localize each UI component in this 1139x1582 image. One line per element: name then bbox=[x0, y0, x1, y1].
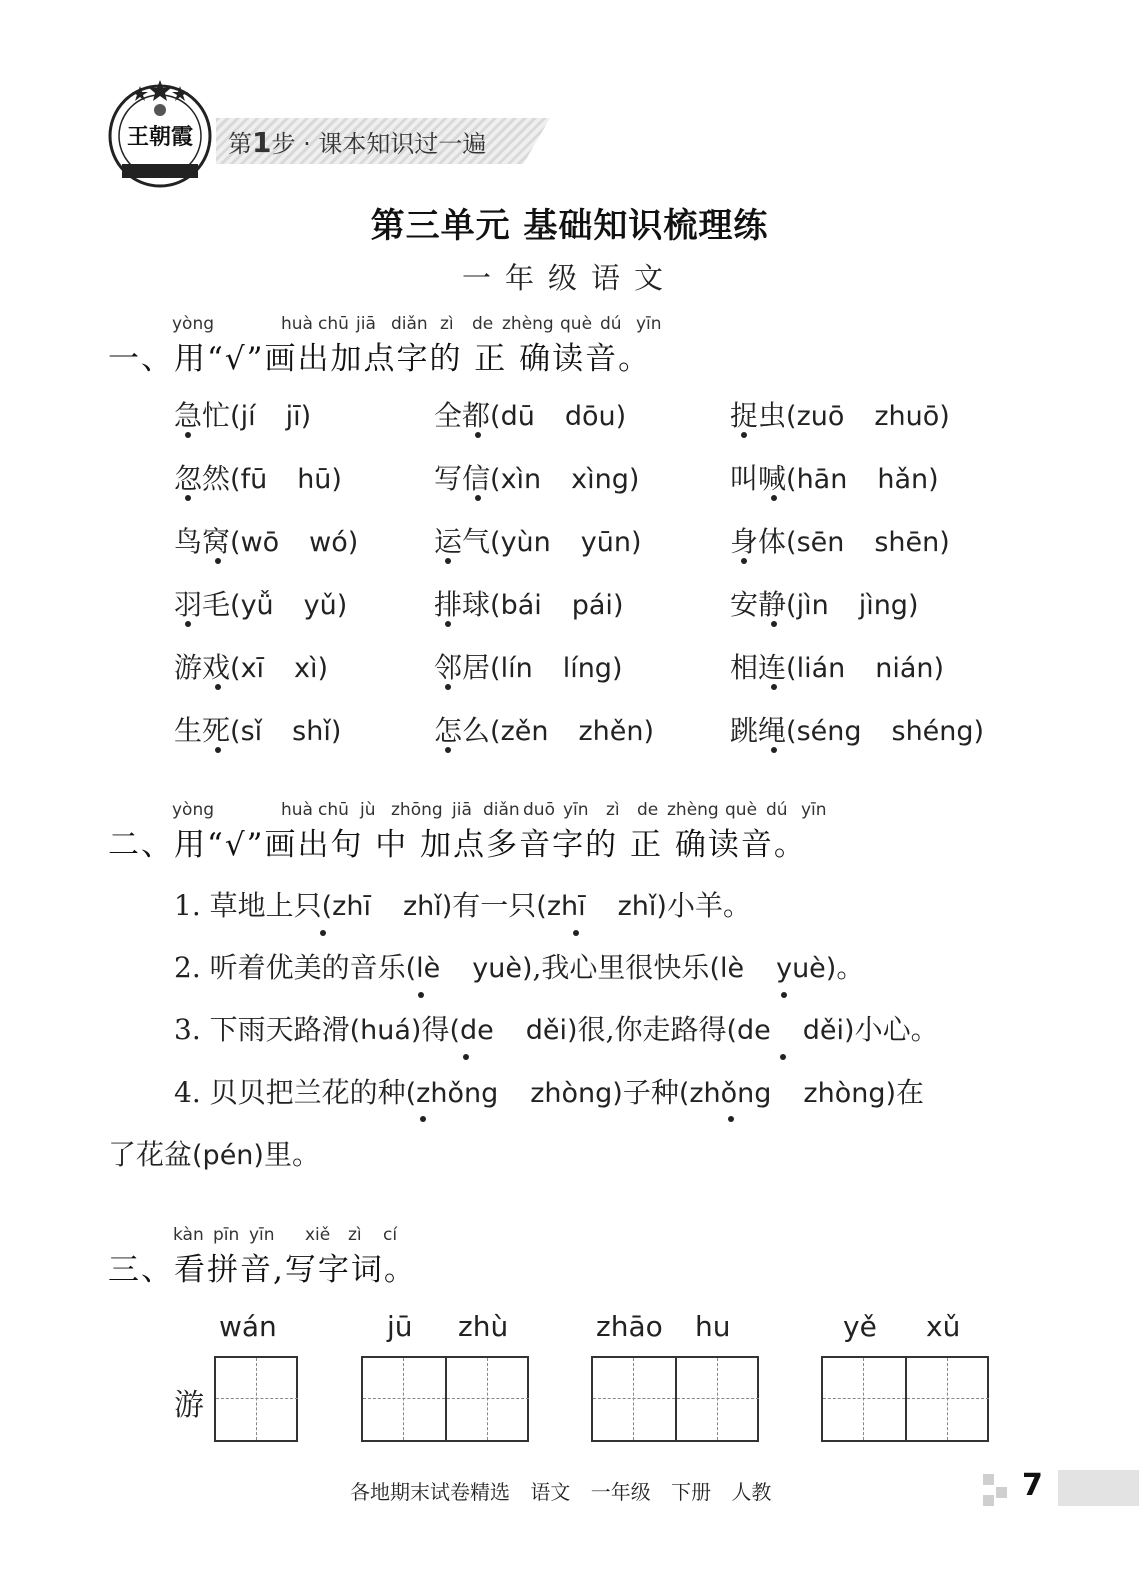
q1-item-option-1[interactable]: fū bbox=[240, 464, 268, 495]
q1-item-option-1[interactable]: xī bbox=[240, 653, 265, 684]
logo-text: 王朝霞 bbox=[126, 124, 194, 150]
emphasis-dot bbox=[445, 747, 451, 753]
q2-heading: 二、用“√”画出句 中 加点多音字的 正 确读音。 bbox=[108, 827, 807, 863]
q1-item bbox=[434, 520, 642, 560]
q1-pinyin-5: zì bbox=[440, 314, 454, 334]
q1-item-option-2[interactable]: yūn bbox=[580, 527, 631, 558]
q1-item-option-1[interactable]: jìn bbox=[796, 590, 829, 621]
footer-decoration bbox=[983, 1474, 994, 1485]
q1-pinyin-0: yòng bbox=[172, 314, 215, 334]
s1-opt-1[interactable]: (zhī bbox=[321, 891, 371, 922]
q1-item-option-1[interactable]: yǚ bbox=[240, 590, 274, 621]
paren-close: ) bbox=[611, 653, 623, 684]
q1-item-option-1[interactable]: bái bbox=[500, 590, 542, 621]
q3-pinyin-1: pīn bbox=[213, 1225, 240, 1245]
q2-pinyin-9: zì bbox=[606, 800, 620, 820]
q2-pinyin-14: yīn bbox=[801, 800, 827, 820]
q1-item-option-1[interactable]: xìn bbox=[500, 464, 542, 495]
q1-item-word: 生死 bbox=[174, 714, 231, 747]
q1-item-option-1[interactable]: wō bbox=[240, 527, 280, 558]
s3-text-g: 小心。 bbox=[854, 1013, 939, 1046]
q3-group-2-pinyin-2: zhù bbox=[458, 1310, 509, 1343]
q1-item-option-1[interactable]: jí bbox=[240, 401, 256, 432]
q1-item bbox=[730, 520, 950, 560]
q1-item-option-1[interactable]: dū bbox=[500, 401, 535, 432]
q2-pinyin-6: diǎn bbox=[483, 800, 520, 820]
q3-pinyin-0: kàn bbox=[173, 1225, 204, 1245]
tianzige-cell[interactable] bbox=[216, 1358, 298, 1440]
q2-pinyin-13: dú bbox=[766, 800, 788, 820]
step-prefix: 第 bbox=[228, 130, 252, 158]
s4b-hint: (pén) bbox=[192, 1140, 264, 1171]
emphasis-dot bbox=[463, 1054, 469, 1060]
q2-sentence-1 bbox=[174, 884, 751, 924]
q1-item-option-1[interactable]: hān bbox=[796, 464, 848, 495]
paren-open: ( bbox=[786, 653, 797, 684]
q1-item-option-2[interactable]: xì bbox=[294, 653, 318, 684]
s2-text-d: ,我心里很快乐 bbox=[532, 951, 710, 984]
paren-open: ( bbox=[490, 653, 501, 684]
s3-hint: (huá) bbox=[349, 1015, 422, 1046]
tianzige-cell[interactable] bbox=[675, 1358, 759, 1440]
paren-open: ( bbox=[490, 401, 501, 432]
s3-text-d: 很,你走路得 bbox=[577, 1013, 727, 1046]
paren-open: ( bbox=[786, 527, 797, 558]
paren-open: ( bbox=[490, 464, 501, 495]
paren-open: ( bbox=[786, 590, 797, 621]
q3-pinyin-4: zì bbox=[348, 1225, 362, 1245]
q2-pinyin-0: yòng bbox=[172, 800, 215, 820]
q1-item bbox=[434, 646, 623, 686]
q1-pinyin-6: de bbox=[472, 314, 494, 334]
q1-item-word: 写信 bbox=[434, 462, 491, 495]
paren-close: ) bbox=[336, 590, 348, 621]
tianzige-cell[interactable] bbox=[363, 1358, 445, 1440]
q1-pinyin-8: què bbox=[560, 314, 593, 334]
q1-item-word: 身体 bbox=[730, 525, 787, 558]
paren-close: ) bbox=[928, 464, 939, 495]
s4-opt-4[interactable]: zhòng) bbox=[803, 1078, 897, 1109]
q1-item-option-2[interactable]: jìng bbox=[858, 590, 908, 621]
s1-text-a: 1. 草地上只 bbox=[174, 889, 322, 922]
q1-item-word: 排球 bbox=[434, 588, 491, 621]
step-number: 1 bbox=[252, 126, 272, 159]
q1-item-option-2[interactable]: dōu bbox=[564, 401, 616, 432]
q2-sentence-3 bbox=[174, 1008, 939, 1048]
q3-group-4-boxes bbox=[821, 1356, 989, 1442]
q1-item bbox=[174, 520, 358, 560]
s4-opt-2[interactable]: zhòng) bbox=[530, 1078, 623, 1109]
q1-item-option-1[interactable]: zuō bbox=[796, 401, 845, 432]
emphasis-dot bbox=[418, 992, 424, 998]
q1-item-option-1[interactable]: yùn bbox=[500, 527, 551, 558]
paren-close: ) bbox=[643, 716, 655, 747]
q1-item bbox=[434, 709, 654, 749]
s4b-text-c: 里。 bbox=[263, 1138, 320, 1171]
paren-open: ( bbox=[230, 653, 241, 684]
paren-close: ) bbox=[939, 527, 950, 558]
tianzige-cell[interactable] bbox=[445, 1358, 529, 1440]
emphasis-dot bbox=[445, 621, 451, 627]
q1-item-word: 忽然 bbox=[174, 462, 231, 495]
s2-opt-1[interactable]: (lè bbox=[405, 953, 441, 984]
q3-group-4-pinyin-1: yě bbox=[843, 1310, 877, 1343]
q3-group-3-pinyin-1: zhāo bbox=[596, 1310, 663, 1343]
paren-close: ) bbox=[317, 653, 329, 684]
q1-item-option-1[interactable]: lín bbox=[500, 653, 533, 684]
paren-open: ( bbox=[786, 401, 797, 432]
s2-text-a: 2. 听着优美的音乐 bbox=[174, 951, 406, 984]
s1-opt-4[interactable]: zhǐ) bbox=[617, 891, 667, 922]
step-label bbox=[228, 124, 486, 159]
emphasis-dot bbox=[420, 1116, 426, 1122]
s4-text-g: 在 bbox=[896, 1076, 925, 1109]
q1-item bbox=[730, 394, 950, 434]
q1-item bbox=[730, 709, 984, 749]
s4-opt-1[interactable]: (zhǒng bbox=[405, 1078, 499, 1109]
page-title: 第三单元 基础知识梳理练 bbox=[370, 206, 769, 246]
tianzige-cell[interactable] bbox=[905, 1358, 989, 1440]
q1-item-option-2[interactable]: yǔ bbox=[303, 590, 337, 621]
s2-text-g: 。 bbox=[836, 951, 865, 984]
q1-item-option-2[interactable]: líng bbox=[562, 653, 612, 684]
emphasis-dot bbox=[741, 558, 747, 564]
s4-opt-3[interactable]: (zhǒng bbox=[678, 1078, 772, 1109]
q3-group-3-pinyin-2: hu bbox=[695, 1310, 731, 1343]
s3-opt-2[interactable]: děi) bbox=[525, 1015, 578, 1046]
paren-open: ( bbox=[230, 590, 241, 621]
q1-item-option-1[interactable]: lián bbox=[796, 653, 846, 684]
q1-item-word: 安静 bbox=[730, 588, 787, 621]
q1-item-word: 全都 bbox=[434, 399, 491, 432]
q1-item-option-1[interactable]: sēn bbox=[796, 527, 845, 558]
q2-pinyin-7: duō bbox=[523, 800, 555, 820]
paren-open: ( bbox=[490, 716, 501, 747]
q1-heading: 一、用“√”画出加点字的 正 确读音。 bbox=[108, 341, 652, 377]
page-number: 7 bbox=[1022, 1468, 1043, 1503]
q1-item-word: 鸟窝 bbox=[174, 525, 231, 558]
emphasis-dot bbox=[728, 1116, 734, 1122]
q2-pinyin-1: huà bbox=[281, 800, 313, 820]
q2-pinyin-11: zhèng bbox=[667, 800, 719, 820]
q1-item bbox=[174, 394, 311, 434]
q1-item-option-2[interactable]: hū bbox=[297, 464, 332, 495]
emphasis-dot bbox=[771, 747, 777, 753]
q1-item-option-2[interactable]: nián bbox=[875, 653, 934, 684]
emphasis-dot bbox=[771, 495, 777, 501]
q1-item-option-2[interactable]: shéng bbox=[891, 716, 974, 747]
q2-pinyin-8: yīn bbox=[563, 800, 589, 820]
q2-pinyin-10: de bbox=[637, 800, 659, 820]
q1-item-option-1[interactable]: sǐ bbox=[240, 716, 263, 747]
emphasis-dot bbox=[780, 1054, 786, 1060]
paren-close: ) bbox=[933, 653, 945, 684]
s2-opt-3[interactable]: (lè bbox=[709, 953, 745, 984]
s1-text-g: 小羊。 bbox=[666, 889, 751, 922]
emphasis-dot bbox=[215, 747, 221, 753]
emphasis-dot bbox=[771, 621, 777, 627]
q1-item bbox=[730, 646, 944, 686]
q1-item-option-2[interactable]: xìng bbox=[571, 464, 629, 495]
q2-pinyin-2: chū bbox=[318, 800, 349, 820]
s3-opt-4[interactable]: děi) bbox=[802, 1015, 855, 1046]
paren-close: ) bbox=[612, 590, 624, 621]
paren-open: ( bbox=[230, 527, 241, 558]
q1-item bbox=[174, 646, 328, 686]
emphasis-dot bbox=[445, 684, 451, 690]
emphasis-dot bbox=[320, 930, 326, 936]
q3-group-3-boxes bbox=[591, 1356, 759, 1442]
footer-text: 各地期末试卷精选 语文 一年级 下册 人教 bbox=[350, 1480, 772, 1504]
paren-close: ) bbox=[628, 464, 640, 495]
q1-item-word: 怎么 bbox=[434, 714, 491, 747]
q1-item-word: 羽毛 bbox=[174, 588, 231, 621]
q1-item-word: 相连 bbox=[730, 651, 787, 684]
q1-item bbox=[434, 394, 626, 434]
emphasis-dot bbox=[771, 684, 777, 690]
q1-pinyin-2: chū bbox=[318, 314, 349, 334]
q1-item-option-2[interactable]: jī bbox=[285, 401, 301, 432]
paren-open: ( bbox=[786, 716, 797, 747]
emphasis-dot bbox=[215, 684, 221, 690]
paren-open: ( bbox=[490, 527, 501, 558]
paren-close: ) bbox=[939, 401, 950, 432]
q1-pinyin-7: zhèng bbox=[502, 314, 554, 334]
paren-close: ) bbox=[300, 401, 312, 432]
page-subtitle: 一年级语文 bbox=[461, 261, 677, 295]
q3-pinyin-3: xiě bbox=[305, 1225, 331, 1245]
s4b-text-a: 了花盆 bbox=[108, 1138, 193, 1171]
paren-open: ( bbox=[230, 464, 241, 495]
paren-close: ) bbox=[615, 401, 627, 432]
tianzige-cell[interactable] bbox=[823, 1358, 905, 1440]
s1-text-d: 有一只 bbox=[452, 889, 537, 922]
paren-close: ) bbox=[347, 527, 359, 558]
paren-open: ( bbox=[786, 464, 797, 495]
q1-item-word: 游戏 bbox=[174, 651, 231, 684]
paren-close: ) bbox=[330, 716, 342, 747]
s3-text-a3: 得 bbox=[421, 1013, 450, 1046]
footer-decoration bbox=[983, 1495, 994, 1506]
q2-sentence-4 bbox=[174, 1071, 924, 1111]
q2-sentence-2 bbox=[174, 946, 864, 986]
paren-close: ) bbox=[331, 464, 342, 495]
q1-item-word: 叫喊 bbox=[730, 462, 787, 495]
s2-opt-4[interactable]: yuè) bbox=[776, 953, 837, 984]
q1-item bbox=[434, 583, 623, 623]
q2-sentence-4-cont bbox=[108, 1133, 320, 1173]
q2-pinyin-5: jiā bbox=[452, 800, 472, 820]
emphasis-dot bbox=[475, 432, 481, 438]
emphasis-dot bbox=[185, 432, 191, 438]
paren-close: ) bbox=[630, 527, 642, 558]
q1-item-option-2[interactable]: shēn bbox=[874, 527, 940, 558]
q1-item-option-2[interactable]: zhuō bbox=[874, 401, 940, 432]
s4-text-a: 4. 贝贝把兰花的种 bbox=[174, 1076, 406, 1109]
q3-heading: 三、看拼音,写字词。 bbox=[108, 1252, 417, 1288]
emphasis-dot bbox=[215, 558, 221, 564]
s3-text-a: 3. 下雨天路滑 bbox=[174, 1013, 350, 1046]
q1-item bbox=[434, 457, 639, 497]
emphasis-dot bbox=[741, 432, 747, 438]
q3-pinyin-2: yīn bbox=[249, 1225, 275, 1245]
q3-group-1-boxes bbox=[214, 1356, 298, 1442]
q2-pinyin-3: jù bbox=[360, 800, 376, 820]
q1-item-word: 邻居 bbox=[434, 651, 491, 684]
q1-item-word: 运气 bbox=[434, 525, 491, 558]
step-suffix: 步 · 课本知识过一遍 bbox=[271, 130, 487, 158]
q1-item bbox=[174, 457, 342, 497]
q1-item-option-2[interactable]: wó bbox=[309, 527, 348, 558]
q1-item bbox=[174, 583, 347, 623]
emphasis-dot bbox=[781, 992, 787, 998]
q3-group-4-pinyin-2: xǔ bbox=[926, 1310, 961, 1343]
q1-pinyin-3: jiā bbox=[356, 314, 376, 334]
paren-close: ) bbox=[907, 590, 919, 621]
q3-group-2-pinyin-1: jū bbox=[387, 1310, 413, 1343]
q1-pinyin-9: dú bbox=[600, 314, 622, 334]
q1-item-option-2[interactable]: zhěn bbox=[578, 716, 644, 747]
q1-item-option-2[interactable]: shǐ bbox=[292, 716, 331, 747]
s3-opt-3[interactable]: (de bbox=[726, 1015, 771, 1046]
q1-item-word: 跳绳 bbox=[730, 714, 787, 747]
q1-item-option-2[interactable]: pái bbox=[571, 590, 613, 621]
paren-open: ( bbox=[490, 590, 501, 621]
q2-pinyin-4: zhōng bbox=[391, 800, 443, 820]
q1-item bbox=[730, 583, 919, 623]
q1-item-word: 捉虫 bbox=[730, 399, 787, 432]
q3-group-1-pinyin-1: wán bbox=[219, 1310, 277, 1343]
q1-pinyin-4: diǎn bbox=[391, 314, 428, 334]
q3-group-2-boxes bbox=[361, 1356, 529, 1442]
tianzige-cell[interactable] bbox=[593, 1358, 675, 1440]
s4-text-d: 子种 bbox=[622, 1076, 679, 1109]
emphasis-dot bbox=[573, 930, 579, 936]
paren-close: ) bbox=[973, 716, 985, 747]
paren-open: ( bbox=[230, 716, 241, 747]
q1-item-option-2[interactable]: hǎn bbox=[877, 464, 929, 495]
emphasis-dot bbox=[185, 495, 191, 501]
s2-opt-2[interactable]: yuè) bbox=[472, 953, 533, 984]
q1-item bbox=[174, 709, 341, 749]
s1-opt-2[interactable]: zhǐ) bbox=[402, 891, 453, 922]
q3-group-1-prefill: 游 bbox=[174, 1388, 204, 1423]
emphasis-dot bbox=[445, 558, 451, 564]
s3-opt-1[interactable]: (de bbox=[449, 1015, 494, 1046]
footer-decoration bbox=[996, 1487, 1007, 1498]
q1-item bbox=[730, 457, 939, 497]
q1-item-option-1[interactable]: séng bbox=[796, 716, 862, 747]
q1-pinyin-10: yīn bbox=[636, 314, 662, 334]
q1-item-word: 急忙 bbox=[174, 399, 231, 432]
emphasis-dot bbox=[475, 495, 481, 501]
q3-pinyin-5: cí bbox=[383, 1225, 398, 1245]
emphasis-dot bbox=[185, 621, 191, 627]
q2-pinyin-12: què bbox=[725, 800, 758, 820]
s1-opt-3[interactable]: (zhī bbox=[536, 891, 586, 922]
q1-pinyin-1: huà bbox=[281, 314, 313, 334]
paren-open: ( bbox=[230, 401, 241, 432]
q1-item-option-1[interactable]: zěn bbox=[500, 716, 549, 747]
wangzhaoxia-logo bbox=[104, 76, 216, 188]
page-number-band bbox=[1058, 1470, 1139, 1506]
